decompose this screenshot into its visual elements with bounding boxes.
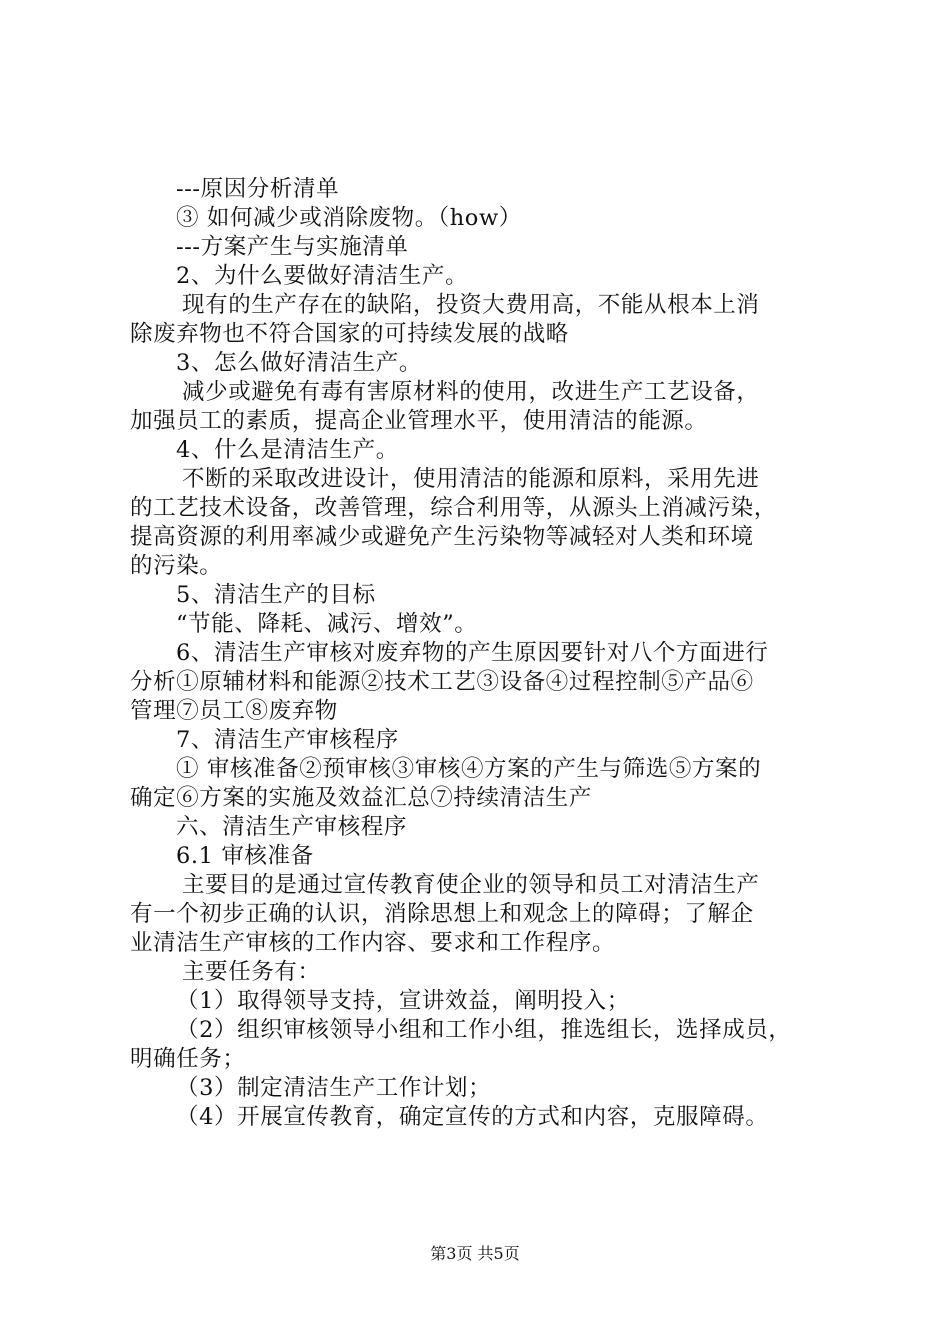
text-line: 的工艺技术设备，改善管理，综合利用等，从源头上消减污染， <box>130 495 777 521</box>
text-line: ① 审核准备②预审核③审核④方案的产生与筛选⑤方案的 <box>176 756 762 782</box>
section-heading: 六、清洁生产审核程序 <box>176 814 408 840</box>
text-line: 有一个初步正确的认识，消除思想上和观念上的障碍；了解企 <box>130 901 754 927</box>
text-line: 确定⑥方案的实施及效益汇总⑦持续清洁生产 <box>130 785 593 811</box>
text-line: ③ 如何减少或消除废物。（how） <box>176 205 522 231</box>
text-line: 管理⑦员工⑧废弃物 <box>130 698 338 724</box>
list-item: （2）组织审核领导小组和工作小组，推选组长，选择成员， <box>176 1017 792 1043</box>
section-heading: 6、清洁生产审核对废弃物的产生原因要针对八个方面进行 <box>176 640 769 666</box>
section-heading: 7、清洁生产审核程序 <box>176 727 399 753</box>
text-line: ---原因分析清单 <box>176 176 340 202</box>
list-item: （3）制定清洁生产工作计划； <box>176 1075 492 1101</box>
section-heading: 2、为什么要做好清洁生产。 <box>176 263 469 289</box>
text-line: 分析①原辅材料和能源②技术工艺③设备④过程控制⑤产品⑥ <box>130 669 754 695</box>
section-heading: 3、怎么做好清洁生产。 <box>176 350 422 376</box>
text-line: 不断的采取改进设计，使用清洁的能源和原料，采用先进 <box>182 466 760 492</box>
list-item: （4）开展宣传教育，确定宣传的方式和内容，克服障碍。 <box>176 1104 769 1130</box>
text-line: 加强员工的素质，提高企业管理水平，使用清洁的能源。 <box>130 408 708 434</box>
text-line: 减少或避免有毒有害原材料的使用，改进生产工艺设备， <box>182 379 760 405</box>
text-line: 主要目的是通过宣传教育使企业的领导和员工对清洁生产 <box>182 872 760 898</box>
text-line: “节能、降耗、减污、增效”。 <box>176 611 478 637</box>
text-line: 的污染。 <box>130 553 223 579</box>
page-footer: 第3页 共5页 <box>430 1244 520 1263</box>
document-body <box>130 175 835 1132</box>
text-line: 明确任务； <box>130 1046 246 1072</box>
list-item: （1）取得领导支持，宣讲效益，阐明投入； <box>176 988 630 1014</box>
text-line: 现有的生产存在的缺陷，投资大费用高，不能从根本上消 <box>182 292 760 318</box>
text-line: 业清洁生产审核的工作内容、要求和工作程序。 <box>130 930 616 956</box>
text-line: ---方案产生与实施清单 <box>176 234 409 260</box>
section-heading: 4、什么是清洁生产。 <box>176 437 399 463</box>
section-heading: 5、清洁生产的目标 <box>176 582 376 608</box>
text-line: 提高资源的利用率减少或避免产生污染物等减轻对人类和环境 <box>130 524 754 550</box>
text-line: 除废弃物也不符合国家的可持续发展的战略 <box>130 321 569 347</box>
section-heading: 6.1 审核准备 <box>176 843 314 869</box>
text-line: 主要任务有： <box>182 959 321 985</box>
